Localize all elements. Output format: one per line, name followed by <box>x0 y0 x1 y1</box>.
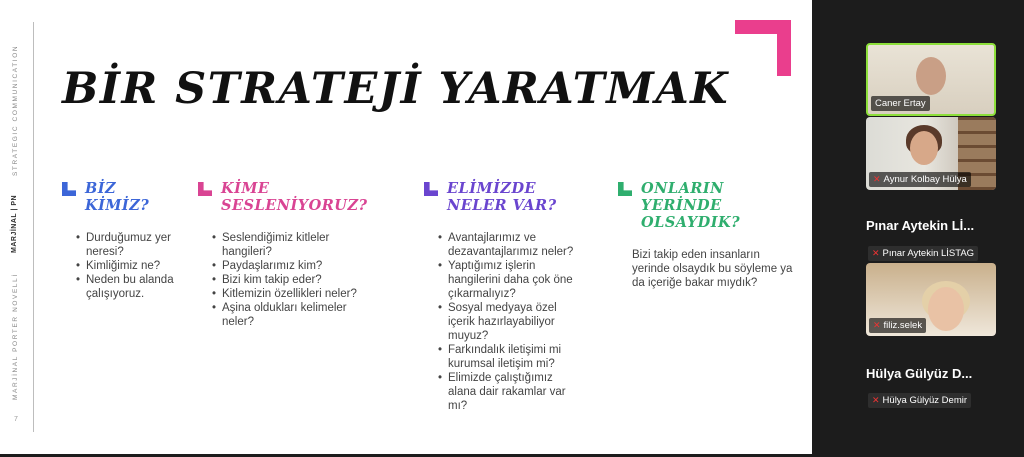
list-item: • Kimliğimiz ne? <box>76 259 192 273</box>
column-title <box>221 180 368 214</box>
participant-name-tag <box>871 96 930 111</box>
participant-video <box>916 57 946 95</box>
participant-name-tag <box>868 246 978 261</box>
list-item: • Aşina oldukları kelimeler neler? <box>212 301 378 329</box>
column-title-line: ELİMİZDE <box>447 180 537 197</box>
column-title-line: NELER VAR? <box>447 197 557 214</box>
bracket-marker-icon <box>62 182 76 196</box>
participant-name-tag <box>869 318 926 333</box>
question-list <box>62 231 192 301</box>
participant-tile-caner[interactable] <box>866 43 996 116</box>
column-title-line: OLSAYDIK? <box>641 214 741 231</box>
participant-name-tag <box>869 172 971 187</box>
column-elimizde-neler-var <box>424 180 584 413</box>
list-item: • Yaptığımız işlerin hangilerini daha çok öne çıkarmalıyız? <box>438 259 584 301</box>
list-item: • Paydaşlarımız kim? <box>212 259 378 273</box>
column-title-line: SESLENİYORUZ? <box>221 197 368 214</box>
list-item: • Durduğumuz yer neresi? <box>76 231 192 259</box>
microphone-muted-icon: ✕ <box>872 395 880 405</box>
page-number: 7 <box>14 416 18 423</box>
bracket-marker-icon <box>618 182 632 196</box>
column-title <box>85 180 149 214</box>
microphone-muted-icon: ✕ <box>873 320 881 330</box>
participant-name: Hülya Gülyüz Demir <box>882 395 968 406</box>
column-title-line: ONLARIN YERİNDE <box>641 180 724 214</box>
slide-title: BİR STRATEJİ YARATMAK <box>62 64 730 114</box>
list-item: • Bizi kim takip eder? <box>212 273 378 287</box>
list-item: • Avantajlarımız ve dezavantajlarımız neler? <box>438 231 584 259</box>
slide-divider-line <box>33 22 34 432</box>
participant-name: Pınar Aytekin LİSTAG <box>882 248 975 259</box>
column-biz-kimiz <box>62 180 192 301</box>
bracket-marker-icon <box>424 182 438 196</box>
question-list <box>198 231 378 329</box>
column-header <box>198 180 378 214</box>
side-logo: MARJİNAL | PN <box>11 194 18 253</box>
column-title-line: BİZ <box>85 180 117 197</box>
column-header <box>618 180 798 231</box>
participant-tile-aynur[interactable] <box>866 117 996 190</box>
column-title <box>447 180 557 214</box>
participant-display-name-pinar[interactable]: Pınar Aytekin Lİ... <box>866 218 975 233</box>
column-header <box>62 180 192 214</box>
microphone-muted-icon: ✕ <box>873 174 881 184</box>
participant-name-tag <box>868 393 971 408</box>
column-header <box>424 180 584 214</box>
participant-name: filiz.selek <box>883 320 923 331</box>
list-item: • Farkındalık iletişimi mi kurumsal iletişim mi? <box>438 343 584 371</box>
bracket-marker-icon <box>198 182 212 196</box>
participant-video <box>910 131 938 165</box>
participant-name: Aynur Kolbay Hülya <box>883 174 967 185</box>
side-caption-strategic: STRATEGIC COMMUNICATION <box>12 44 19 176</box>
list-item: • Neden bu alanda çalışıyoruz. <box>76 273 192 301</box>
microphone-muted-icon: ✕ <box>872 248 880 258</box>
list-item: • Seslendiğimiz kitleler hangileri? <box>212 231 378 259</box>
list-item: • Elimizde çalıştığımız alana dair rakamlar var mı? <box>438 371 584 413</box>
participant-display-name-hulya[interactable]: Hülya Gülyüz D... <box>866 366 973 381</box>
column-onlarin-yerinde <box>618 180 798 290</box>
list-item: • Sosyal medyaya özel içerik hazırlayabiliyor muyuz? <box>438 301 584 343</box>
column-title-line: KİMİZ? <box>85 197 150 214</box>
column-kime-sesleniyoruz <box>198 180 378 329</box>
corner-bracket-icon <box>735 20 791 76</box>
participant-name: Caner Ertay <box>875 98 926 109</box>
side-caption-marjinal: MARJİNAL PORTER NOVELLİ <box>12 273 19 400</box>
column-title-line: KİME <box>221 180 270 197</box>
column-title <box>641 180 798 231</box>
column-text: Bizi takip eden insanların yerinde olsaydık bu söyleme ya da içeriğe bakar mıydık? <box>632 249 793 289</box>
question-list <box>424 231 584 413</box>
participant-video <box>928 287 964 331</box>
list-item: • Kitlemizin özellikleri neler? <box>212 287 378 301</box>
participant-tile-filiz[interactable] <box>866 263 996 336</box>
